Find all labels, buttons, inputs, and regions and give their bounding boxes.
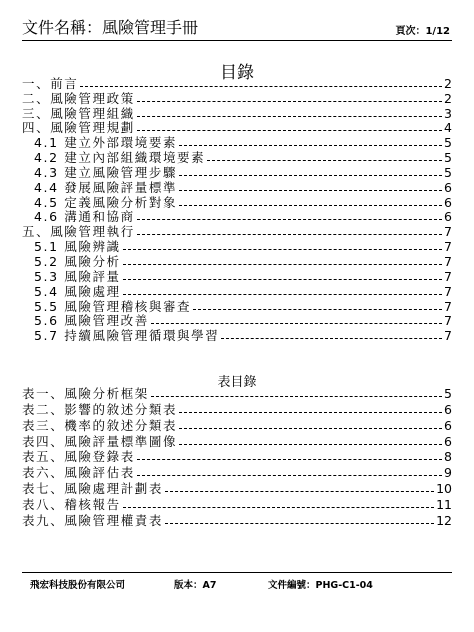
toc-entry[interactable] (22, 210, 452, 225)
toc-entry-page: 3 (444, 105, 452, 121)
toc-entry-label: 5.2 風險分析 (34, 253, 121, 269)
toc-entry-label: 三、風險管理組織 (22, 105, 135, 121)
dot-leader (179, 205, 442, 206)
toc-entry-label: 5.3 風險評量 (34, 268, 121, 284)
page-number: 頁次：1/12 (395, 26, 450, 37)
toc-list (22, 76, 452, 343)
footer-company: 飛宏科技股份有限公司 (30, 580, 126, 591)
toc-entry[interactable] (22, 91, 452, 106)
table-entry-label: 表六、風險評估表 (22, 465, 135, 481)
dot-leader (151, 323, 442, 324)
dot-leader (137, 234, 442, 235)
toc-entry-page: 5 (444, 135, 452, 151)
toc-entry-page: 7 (444, 224, 452, 240)
toc-entry[interactable] (22, 180, 452, 195)
table-entry-page: 5 (444, 385, 452, 401)
table-list (22, 385, 452, 528)
table-entry-label: 表四、風險評量標準圖像 (22, 433, 178, 449)
dot-leader (179, 175, 442, 176)
dot-leader (179, 145, 442, 146)
dot-leader (123, 249, 442, 250)
toc-entry[interactable] (22, 328, 452, 343)
toc-entry-label: 5.1 風險辨識 (34, 239, 121, 255)
toc-entry[interactable] (22, 269, 452, 284)
toc-entry-page: 7 (444, 253, 452, 269)
toc-entry-page: 6 (444, 209, 452, 225)
dot-leader (137, 116, 442, 117)
toc-entry-page: 5 (444, 150, 452, 166)
table-entry-page: 6 (444, 417, 452, 433)
table-entry-page: 6 (444, 401, 452, 417)
toc-entry[interactable] (22, 195, 452, 210)
toc-entry-label: 5.6 風險管理改善 (34, 313, 149, 329)
dot-leader (137, 459, 442, 460)
toc-entry-page: 7 (444, 239, 452, 255)
toc-entry-label: 5.4 風險處理 (34, 283, 121, 299)
table-entry[interactable] (22, 464, 452, 480)
dot-leader (137, 475, 442, 476)
dot-leader (123, 264, 442, 265)
table-entry[interactable] (22, 480, 452, 496)
toc-entry[interactable] (22, 299, 452, 314)
toc-entry-page: 5 (444, 164, 452, 180)
table-entry-page: 6 (444, 433, 452, 449)
toc-entry-page: 6 (444, 179, 452, 195)
toc-entry-label: 四、風險管理規劃 (22, 120, 135, 136)
table-entry[interactable] (22, 417, 452, 433)
table-entry[interactable] (22, 401, 452, 417)
dot-leader (137, 101, 442, 102)
table-entry-page: 11 (436, 497, 452, 513)
document-title: 文件名稱：風險管理手冊 (22, 18, 199, 37)
dot-leader (221, 338, 442, 339)
dot-leader (80, 86, 442, 87)
toc-entry[interactable] (22, 314, 452, 329)
dot-leader (179, 428, 442, 429)
toc-entry[interactable] (22, 224, 452, 239)
table-entry-label: 表一、風險分析框架 (22, 385, 149, 401)
toc-entry[interactable] (22, 165, 452, 180)
toc-entry[interactable] (22, 106, 452, 121)
toc-entry[interactable] (22, 239, 452, 254)
table-entry-label: 表八、稽核報告 (22, 497, 121, 513)
toc-entry[interactable] (22, 150, 452, 165)
toc-entry-page: 7 (444, 313, 452, 329)
toc-entry[interactable] (22, 135, 452, 150)
dot-leader (137, 219, 442, 220)
footer-version: 版本：A7 (174, 580, 217, 591)
table-entry[interactable] (22, 433, 452, 449)
toc-entry-label: 4.2 建立內部組織環境要素 (34, 150, 206, 166)
toc-entry-label: 二、風險管理政策 (22, 90, 135, 106)
footer-doc-number: 文件編號：PHG-C1-04 (268, 580, 373, 591)
toc-entry-label: 4.6 溝通和協商 (34, 209, 135, 225)
toc-heading: 目錄 (220, 63, 254, 83)
table-entry-label: 表五、風險登錄表 (22, 449, 135, 465)
dot-leader (179, 412, 442, 413)
dot-leader (123, 507, 434, 508)
dot-leader (123, 279, 442, 280)
table-entry[interactable] (22, 449, 452, 465)
toc-entry-page: 7 (444, 328, 452, 344)
toc-entry[interactable] (22, 76, 452, 91)
toc-entry[interactable] (22, 254, 452, 269)
toc-entry-page: 7 (444, 268, 452, 284)
table-entry-label: 表九、風險管理權責表 (22, 513, 164, 529)
table-entry-label: 表二、影響的敘述分類表 (22, 401, 178, 417)
table-entry-label: 表七、風險處理計劃表 (22, 481, 164, 497)
toc-entry-page: 2 (444, 90, 452, 106)
table-entry-page: 9 (444, 465, 452, 481)
dot-leader (151, 396, 442, 397)
page-header (22, 18, 452, 41)
dot-leader (193, 309, 442, 310)
toc-entry-label: 5.7 持續風險管理循環與學習 (34, 328, 220, 344)
table-entry-page: 10 (436, 481, 452, 497)
table-entry-label: 表三、機率的敘述分類表 (22, 417, 178, 433)
table-entry-page: 12 (436, 513, 452, 529)
dot-leader (165, 491, 434, 492)
toc-entry-label: 五、風險管理執行 (22, 224, 135, 240)
page-footer (22, 572, 452, 593)
toc-entry-label: 5.5 風險管理稽核與審查 (34, 298, 192, 314)
toc-entry[interactable] (22, 284, 452, 299)
dot-leader (165, 523, 434, 524)
toc-entry-label: 4.1 建立外部環境要素 (34, 135, 178, 151)
dot-leader (179, 190, 442, 191)
dot-leader (179, 444, 442, 445)
table-entry[interactable] (22, 496, 452, 512)
dot-leader (207, 160, 442, 161)
dot-leader (137, 130, 442, 131)
toc-entry-page: 7 (444, 298, 452, 314)
toc-entry-label: 4.5 定義風險分析對象 (34, 194, 178, 210)
toc-entry-page: 2 (444, 75, 452, 91)
toc-entry-page: 7 (444, 283, 452, 299)
table-entry-page: 8 (444, 449, 452, 465)
table-list-heading: 表目錄 (217, 375, 257, 390)
table-entry[interactable] (22, 512, 452, 528)
toc-entry-page: 4 (444, 120, 452, 136)
dot-leader (123, 294, 442, 295)
toc-entry-label: 4.4 發展風險評量標準 (34, 179, 178, 195)
toc-entry-page: 6 (444, 194, 452, 210)
toc-entry-label: 一、前言 (22, 75, 79, 91)
toc-entry-label: 4.3 建立風險管理步驟 (34, 164, 178, 180)
table-entry[interactable] (22, 385, 452, 401)
toc-entry[interactable] (22, 121, 452, 136)
